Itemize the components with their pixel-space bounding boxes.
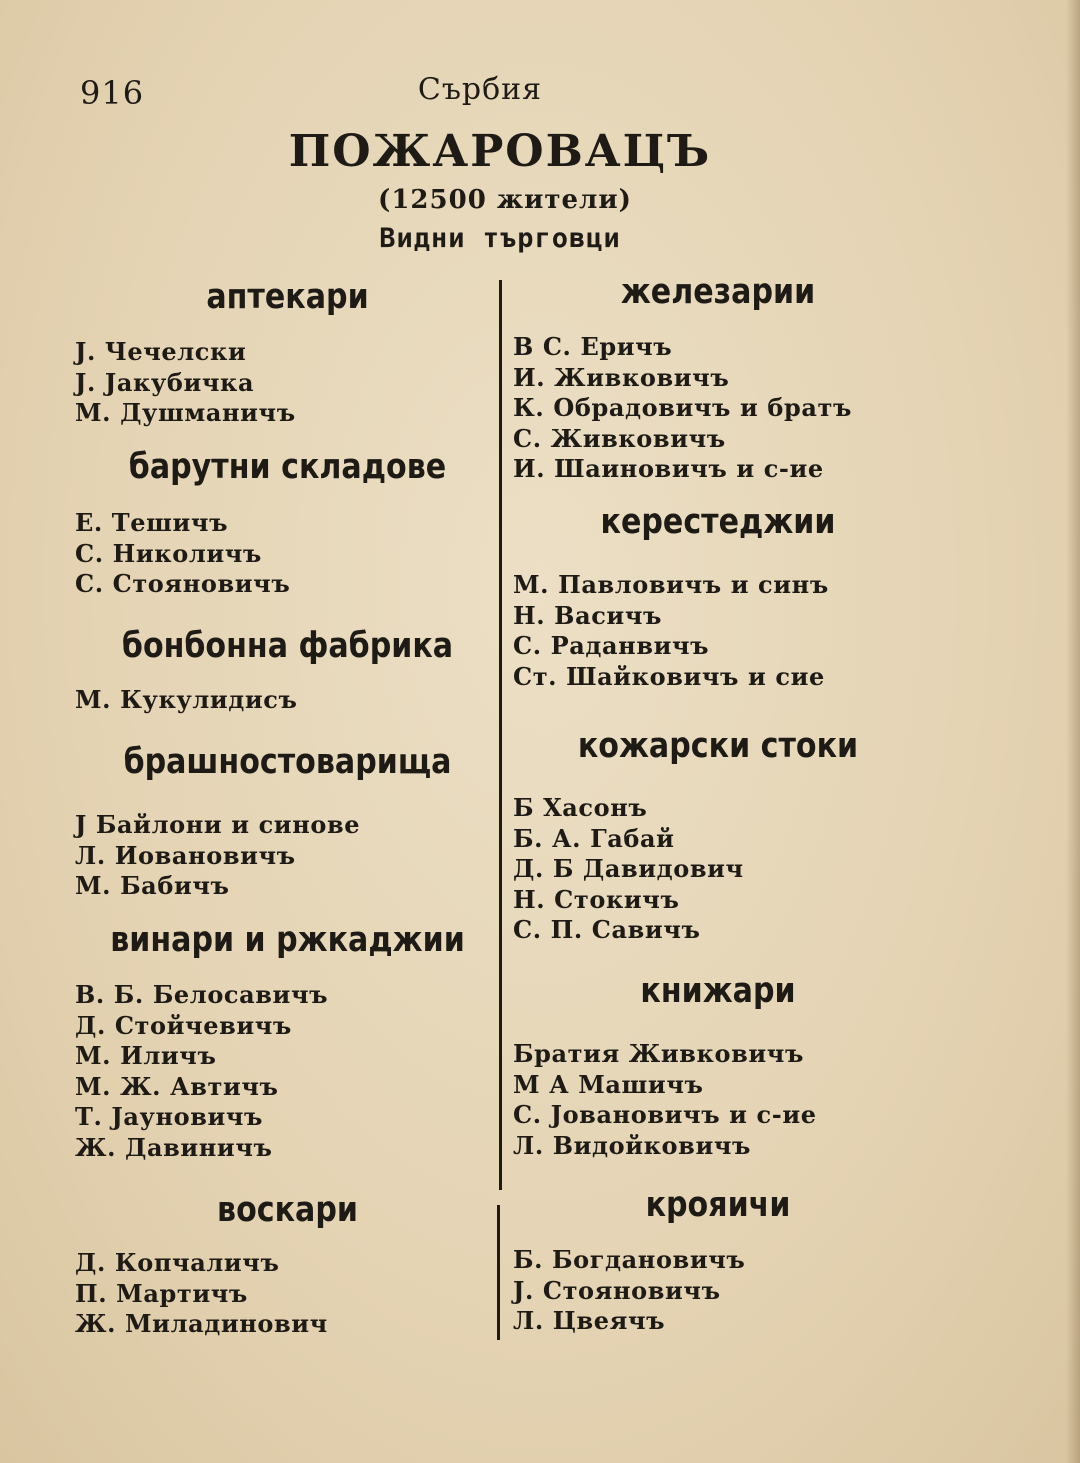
merchant-list: [75, 685, 298, 716]
category-section: [75, 1188, 500, 1339]
category-section: [75, 918, 500, 1162]
merchant-entry: М. Иличъ: [75, 1041, 217, 1071]
category-section: [513, 1183, 923, 1336]
merchant-entry: Ј. Чечелски: [75, 337, 247, 366]
merchant-entry: М. Ж. Автичъ: [75, 1071, 279, 1101]
merchant-list: [75, 980, 328, 1164]
merchant-entry: В С. Еричъ: [513, 332, 673, 361]
merchant-entry: С. Живковичъ: [513, 423, 726, 453]
category-heading: винари и ржкаджии: [110, 920, 465, 960]
merchant-list: [75, 1248, 328, 1340]
merchant-list: [75, 337, 296, 429]
merchant-entry: Ј Байлони и синове: [75, 810, 361, 839]
merchant-entry: М. Бабичъ: [75, 871, 230, 901]
merchant-entry: С. Раданвичъ: [513, 631, 710, 661]
merchant-entry: Ј. Стояновичъ: [513, 1275, 721, 1305]
merchant-entry: Е. Тешичъ: [75, 508, 229, 537]
category-section: [75, 275, 500, 428]
category-heading: бонбонна фабрика: [121, 626, 454, 666]
merchant-entry: Л. Иовановичъ: [75, 840, 296, 870]
category-heading: барутни складове: [128, 447, 447, 487]
merchant-entry: М. Павловичъ и синъ: [513, 570, 829, 599]
category-heading: книжари: [640, 971, 796, 1011]
merchant-entry: Ст. Шайковичъ и сие: [513, 661, 825, 691]
merchant-entry: Б Хасонъ: [513, 793, 648, 822]
merchant-list: [513, 332, 852, 485]
merchant-entry: Б. А. Габай: [513, 823, 675, 853]
merchant-entry: М А Машичъ: [513, 1069, 704, 1099]
category-heading: железарии: [620, 272, 816, 312]
population-note: (12500 жители): [378, 185, 632, 215]
merchant-entry: Т. Јауновичъ: [75, 1102, 264, 1132]
category-section: [513, 500, 923, 691]
column-divider-upper: [499, 280, 502, 1190]
merchant-entry: Д. Стойчевичъ: [75, 1010, 292, 1040]
city-title: ПОЖАРОВАЦЪ: [288, 126, 712, 177]
merchant-entry: С. Јовановичъ и с-ие: [513, 1100, 817, 1130]
merchant-entry: Братия Живковичъ: [513, 1039, 804, 1068]
subtitle: Видни търговци: [379, 223, 621, 254]
category-heading: крояичи: [645, 1185, 791, 1225]
merchant-list: [513, 1245, 745, 1337]
merchant-entry: Д. Б Давидович: [513, 854, 744, 884]
merchant-entry: Ј. Јакубичка: [75, 367, 255, 397]
category-section: [513, 724, 923, 945]
category-heading: кожарски стоки: [577, 726, 859, 766]
merchant-entry: Л. Цвеячъ: [513, 1306, 666, 1336]
merchant-entry: Н. Стокичъ: [513, 884, 680, 914]
merchant-list: [513, 793, 744, 946]
merchant-entry: П. Мартичъ: [75, 1278, 248, 1308]
merchant-entry: В. Б. Белосавичъ: [75, 980, 329, 1009]
merchant-list: [513, 570, 829, 692]
category-section: [513, 969, 923, 1160]
merchant-list: [513, 1039, 817, 1161]
merchant-entry: И. Шаиновичъ и с-ие: [513, 454, 824, 484]
merchant-entry: С. П. Савичъ: [513, 915, 701, 945]
merchant-entry: К. Обрадовичъ и братъ: [513, 393, 852, 423]
category-section: [75, 445, 500, 599]
merchant-list: [75, 508, 290, 600]
category-heading: керестеджии: [600, 502, 836, 542]
category-heading: воскари: [217, 1190, 358, 1230]
merchant-entry: Ж. Давиничъ: [75, 1132, 273, 1162]
merchant-entry: М. Кукулидисъ: [75, 685, 298, 714]
merchant-entry: Н. Васичъ: [513, 600, 663, 630]
running-head: Сърбия: [417, 72, 543, 107]
category-section: [75, 740, 500, 901]
category-heading: аптекари: [206, 277, 369, 317]
merchant-entry: М. Душманичъ: [75, 398, 296, 428]
category-section: [513, 270, 923, 484]
merchant-list: [75, 810, 360, 902]
merchant-entry: Л. Видойковичъ: [513, 1130, 752, 1160]
category-section: [75, 624, 500, 714]
merchant-entry: С. Стояновичъ: [75, 569, 291, 599]
page-edge-shadow: [1066, 0, 1080, 1463]
category-heading: брашностоварища: [123, 742, 452, 782]
merchant-entry: С. Николичъ: [75, 538, 262, 568]
merchant-entry: Д. Копчаличъ: [75, 1248, 280, 1277]
merchant-entry: Б. Богдановичъ: [513, 1245, 746, 1274]
merchant-entry: И. Живковичъ: [513, 362, 730, 392]
page-number: 916: [80, 74, 145, 112]
merchant-entry: Ж. Миладинович: [75, 1309, 328, 1339]
